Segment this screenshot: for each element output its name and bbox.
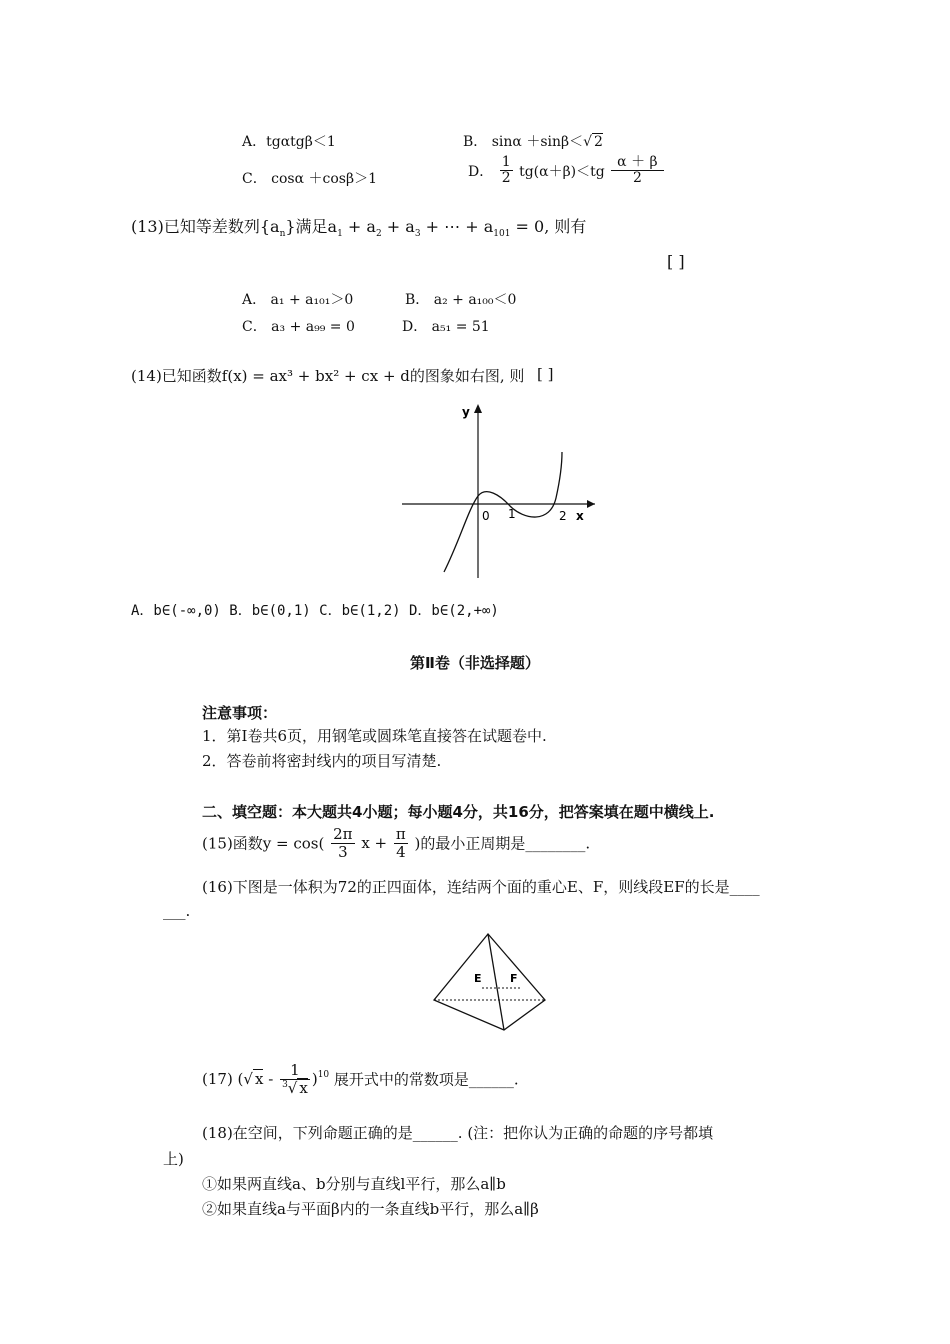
q13-sub-1: 1 [337, 229, 343, 240]
q12-option-b-text: B． sinα ＋sinβ＜ [463, 134, 584, 150]
q13-option-c: C． a₃ + a₉₉ = 0 [242, 319, 355, 335]
q12-option-b [463, 131, 603, 151]
q13-option-d: D． a₅₁ = 51 [402, 319, 490, 335]
q13-sub-2: 2 [375, 229, 382, 240]
notice-item-1: 1．第Ⅰ卷共6页，用钢笔或圆珠笔直接答在试题卷中. [202, 727, 547, 745]
q13-sub-n: n [279, 229, 286, 240]
q14-answer-bracket: [ ] [537, 365, 554, 383]
q17-fraction [280, 1062, 310, 1096]
graph-label-y: y [462, 405, 470, 419]
q15-num-2: π [395, 825, 406, 843]
graph-label-2: 2 [559, 509, 567, 523]
notice-title: 注意事项： [202, 704, 278, 722]
q18-line-2: 上) [163, 1150, 184, 1168]
tetra-label-e: E [474, 972, 482, 985]
graph-x-arrow [587, 500, 595, 508]
graph-y-arrow [474, 404, 482, 413]
graph-curve [444, 452, 562, 572]
graph-label-1: 1 [508, 507, 516, 521]
q12-option-c: C． cosα ＋cosβ＞1 [242, 171, 377, 187]
q12-d-fraction-half-angle [611, 155, 663, 187]
q12-d-fraction-half [500, 155, 513, 187]
q17-den: $^3$√ x [282, 1078, 308, 1097]
q15-post: )的最小正周期是________. [414, 834, 591, 853]
q15-pre: (15)函数y = cos( [202, 834, 325, 853]
q12-d-den: 2 [501, 170, 511, 187]
q13-answer-bracket: [ ] [667, 252, 685, 271]
q12-d-mid: tg(α＋β)＜tg [519, 163, 605, 180]
notice-item-2: 2．答卷前将密封线内的项目写清楚. [202, 752, 442, 770]
q17-post: 展开式中的常数项是______. [333, 1070, 519, 1089]
q17-den-x: x [299, 1078, 308, 1097]
q12-option-d-label: D． [468, 163, 494, 180]
q15-num-1: 2π [333, 825, 353, 843]
q18-item-2: ②如果直线a与平面β内的一条直线b平行，那么a∥β [202, 1200, 539, 1218]
tetrahedron-outline [434, 934, 545, 1030]
q13-stem-pre: (13)已知等差数列{a [131, 217, 280, 236]
q18-item-1: ①如果两直线a、b分别与直线l平行，那么a∥b [202, 1175, 506, 1193]
q13-sub-101: 101 [493, 229, 511, 240]
q17 [202, 1062, 519, 1096]
q13-stem-tail: + ⋯ + a [420, 217, 494, 236]
q12-d-num2: α ＋ β [611, 155, 663, 171]
q16-line-1: (16)下图是一体积为72的正四面体，连结两个面的重心E、F，则线段EF的长是____ [202, 878, 760, 896]
q17-root-index: 3 [282, 1079, 288, 1090]
section-fill-in-blank: 二、填空题：本大题共4小题；每小题4分，共16分，把答案填在题中横线上. [202, 803, 715, 821]
q12-option-b-root: 2 [594, 134, 603, 150]
sqrt-symbol: √ [583, 134, 593, 150]
q15-den-2: 4 [396, 842, 406, 861]
q13-stem-post-2: + a [381, 217, 415, 236]
q12-option-d [468, 155, 666, 187]
q15-den-1: 3 [338, 842, 348, 861]
q17-sqrt-x: x [254, 1070, 264, 1088]
q12-d-num: 1 [501, 154, 511, 170]
q13-stem-end: = 0, 则有 [510, 217, 587, 236]
q17-pre: (17) ( [202, 1070, 244, 1088]
q15-fraction-1 [331, 826, 354, 860]
cubic-function-graph [400, 400, 600, 582]
q13-stem [131, 214, 586, 239]
q15-mid: x + [361, 834, 388, 852]
q13-stem-post: + a [342, 217, 376, 236]
tetrahedron-front-edge [488, 934, 504, 1030]
graph-label-x: x [576, 509, 584, 523]
q15-fraction-2 [394, 826, 408, 860]
tetrahedron-figure [430, 930, 550, 1034]
tetra-label-f: F [510, 972, 518, 985]
q13-option-a: A． a₁ + a₁₀₁＞0 [242, 292, 354, 308]
q17-exponent: 10 [317, 1070, 330, 1080]
q13-option-b: B． a₂ + a₁₀₀＜0 [405, 292, 517, 308]
q12-d-den2: 2 [632, 170, 642, 187]
q13-sub-3: 3 [414, 229, 421, 240]
part2-title: 第Ⅱ卷（非选择题） [410, 654, 540, 672]
q14-stem: (14)已知函数f(x) = ax³ + bx² + cx + d的图象如右图, 则 [131, 367, 525, 385]
sqrt-symbol-q17: √ [243, 1070, 253, 1088]
q15 [202, 826, 590, 860]
q14-options: A．b∈(-∞,0) B．b∈(0,1) C．b∈(1,2) D．b∈(2,+∞) [131, 603, 499, 619]
q12-option-a: A．tgαtgβ＜1 [242, 134, 336, 150]
q17-minus: - [263, 1070, 279, 1088]
graph-label-origin: 0 [482, 509, 490, 523]
q13-stem-mid: }满足a [285, 217, 338, 236]
q18-line-1: (18)在空间，下列命题正确的是______. (注：把你认为正确的命题的序号都填 [202, 1124, 714, 1142]
q17-num: 1 [280, 1062, 310, 1080]
q17-close-paren: ) [311, 1070, 318, 1088]
q16-line-2: ___. [163, 902, 191, 920]
